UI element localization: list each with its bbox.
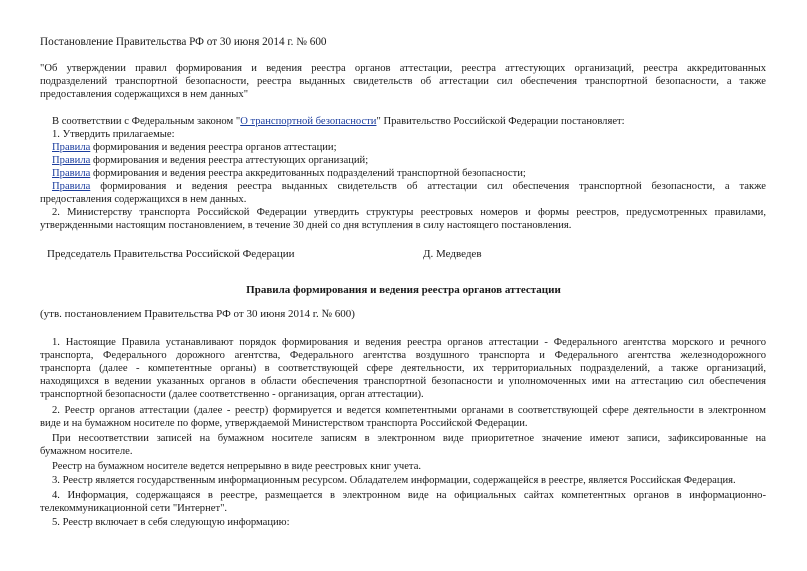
p2c: Реестр на бумажном носителе ведется непрерывно в виде реестровых книг учета. <box>52 461 422 472</box>
p4-line-1: 4. Информация, содержащаяся в реестре, размещается в электронном виде на официальных сайтах компетентных органов в информационно- <box>52 490 766 501</box>
p1-line-5: транспортной безопасности (далее соответственно - организация, орган аттестации). <box>40 389 424 400</box>
p1-line-2: транспорта, Федерального дорожного агентства, Федерального агентства воздушного транспорта и Федерального агентства железнодорожного <box>40 350 766 361</box>
p4-line-2: телекоммуникационной сети "Интернет". <box>40 503 228 514</box>
rule-item-1: Правила формирования и ведения реестра органов аттестации; <box>52 142 337 153</box>
rule-item-4-line-2: предоставления содержащихся в нем данных. <box>40 194 247 205</box>
p2-line-2: виде и на бумажном носителе по форме, утверждаемой Министерством транспорта Российской Федерации. <box>40 418 528 429</box>
transport-security-law-link[interactable]: О транспортной безопасности <box>240 116 377 127</box>
p1-line-1: 1. Настоящие Правила устанавливают порядок формирования и ведения реестра органов аттестации - Федерального агентства морского и речного <box>52 337 766 348</box>
quoted-title-line-2: подразделений транспортной безопасности, реестра выданных свидетельств об аттестации сил обеспечения транспортной безопасности, а также <box>40 76 766 87</box>
rules-link-1[interactable]: Правила <box>52 142 91 153</box>
quoted-title-line-1: "Об утверждении правил формирования и ведения реестра органов аттестации, реестра аттестующих организаций, реестра аккредитованных <box>40 63 766 74</box>
document-title: Постановление Правительства РФ от 30 июня 2014 г. № 600 <box>40 36 327 48</box>
rule-item-3: Правила формирования и ведения реестра аккредитованных подразделений транспортной безопасности; <box>52 168 526 179</box>
rules-heading: Правила формирования и ведения реестра органов аттестации <box>246 284 561 296</box>
p5: 5. Реестр включает в себя следующую информацию: <box>52 517 290 528</box>
rules-link-3[interactable]: Правила <box>52 168 91 179</box>
p1-line-3: транспорта (далее - компетентные органы) в соответствующей сфере деятельности, их территориальных подразделений, а также организаций, <box>40 363 766 374</box>
p1-line-4: находящихся в ведении указанных органов в области обеспечения транспортной безопасности и уполномоченных ими на аттестацию сил обеспечения <box>40 376 766 387</box>
item-2-line-1: 2. Министерству транспорта Российской Федерации утвердить структуры реестровых номеров и формы реестров, предусмотренных правилами, <box>52 207 766 218</box>
p2b-line-1: При несоответствии записей на бумажном носителе записям в электронном виде приоритетное значение имеют записи, зафиксированные на <box>52 433 766 444</box>
quoted-title-line-3: предоставления содержащихся в нем данных" <box>40 89 249 100</box>
item-2-line-2: утвержденными настоящим постановлением, в течение 30 дней со дня вступления в силу настоящего постановления. <box>40 220 572 231</box>
approval-note: (утв. постановлением Правительства РФ от 30 июня 2014 г. № 600) <box>40 308 355 320</box>
signature-name: Д. Медведев <box>423 248 482 260</box>
signature-position: Председатель Правительства Российской Федерации <box>47 248 295 260</box>
p2-line-1: 2. Реестр органов аттестации (далее - реестр) формируется и ведется компетентными органами в соответствующей сфере деятельности в электронном <box>52 405 766 416</box>
rules-link-4[interactable]: Правила <box>52 181 91 192</box>
item-1-heading: 1. Утвердить прилагаемые: <box>52 129 175 140</box>
preamble: В соответствии с Федеральным законом "О транспортной безопасности" Правительство Российской Федерации постановляет: <box>52 116 625 127</box>
rule-item-2: Правила формирования и ведения реестра аттестующих организаций; <box>52 155 369 166</box>
rule-item-4-line-1: Правила формирования и ведения реестра выданных свидетельств об аттестации сил обеспечения транспортной безопасности, а также <box>52 181 766 192</box>
rules-link-2[interactable]: Правила <box>52 155 91 166</box>
p2b-line-2: бумажном носителе. <box>40 446 133 457</box>
p3: 3. Реестр является государственным информационным ресурсом. Обладателем информации, содержащейся в реестре, является Российская Федерация. <box>52 475 736 486</box>
